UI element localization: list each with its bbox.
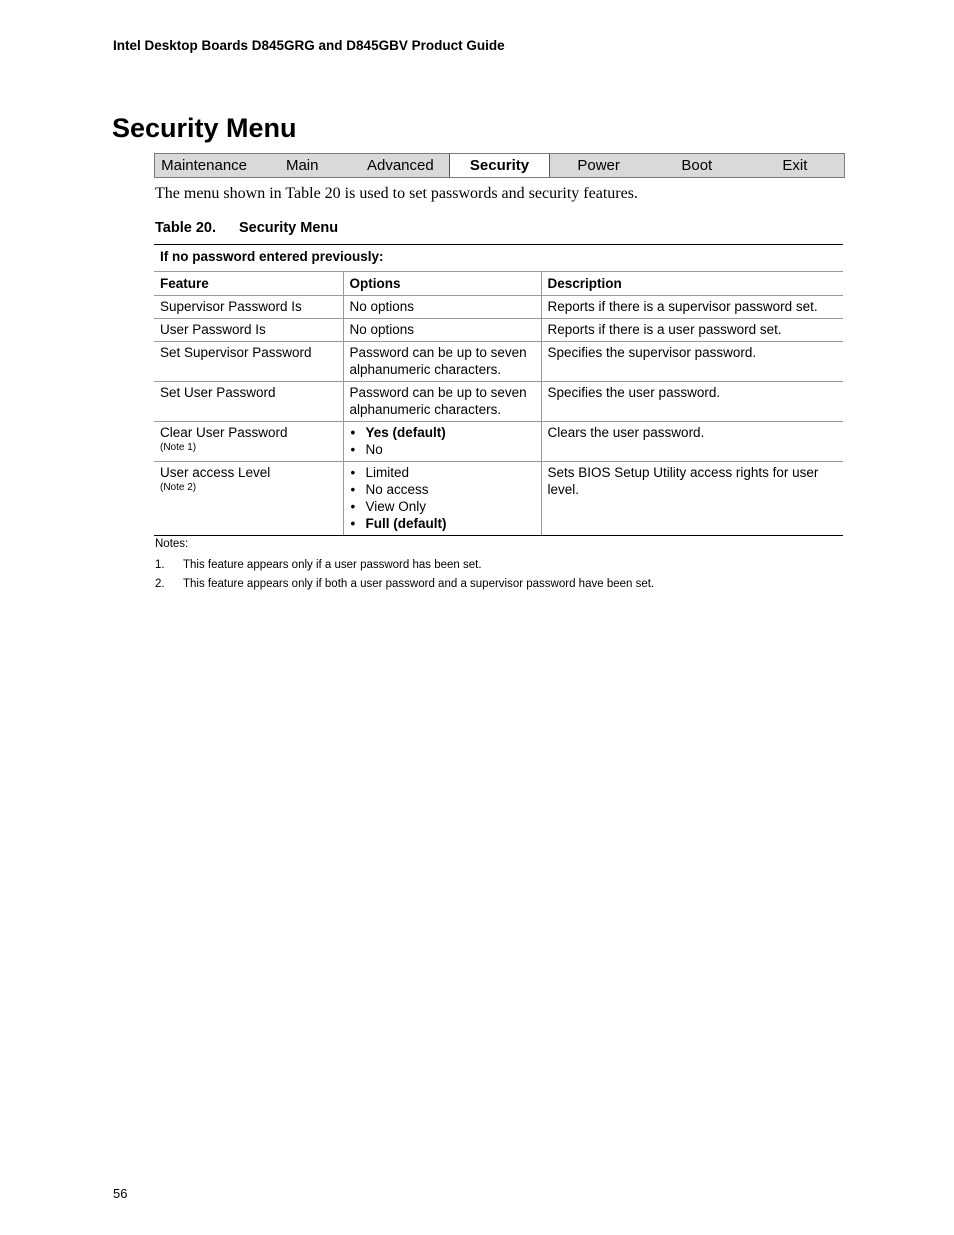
feature-cell: Supervisor Password Is <box>154 296 343 319</box>
notes-label: Notes: <box>155 538 189 550</box>
note-reference: (Note 1) <box>160 442 197 453</box>
note-text: This feature appears only if a user password has been set. <box>183 559 482 571</box>
table-title: Security Menu <box>239 220 339 236</box>
description-cell: Specifies the supervisor password. <box>541 342 843 382</box>
table-caption <box>155 220 338 236</box>
options-cell <box>343 462 541 536</box>
feature-cell <box>154 422 343 462</box>
header-options: Options <box>343 272 541 296</box>
security-menu-table <box>154 244 843 536</box>
note-item <box>155 559 654 578</box>
tab-boot[interactable]: Boot <box>681 157 713 174</box>
note-item <box>155 578 654 597</box>
feature-cell: Set Supervisor Password <box>154 342 343 382</box>
options-list <box>350 424 536 458</box>
table-row <box>154 382 843 422</box>
table-row <box>154 342 843 382</box>
note-reference: (Note 2) <box>160 482 197 493</box>
notes-list <box>155 559 654 597</box>
header-feature: Feature <box>154 272 343 296</box>
bios-menu-bar <box>154 153 845 178</box>
table-row <box>154 462 843 536</box>
feature-label: User access Level <box>160 465 271 480</box>
note-text: This feature appears only if both a user password and a supervisor password have been set. <box>183 578 655 590</box>
feature-label: Clear User Password <box>160 425 288 440</box>
header-description: Description <box>541 272 843 296</box>
table-condition-row <box>154 245 843 272</box>
options-cell: No options <box>343 319 541 342</box>
tab-main[interactable]: Main <box>285 157 319 174</box>
feature-cell <box>154 462 343 536</box>
table-number: Table 20. <box>155 220 216 236</box>
option-item: • View Only <box>350 498 536 515</box>
tab-advanced[interactable]: Advanced <box>366 157 434 174</box>
feature-cell: Set User Password <box>154 382 343 422</box>
intro-paragraph: The menu shown in Table 20 is used to set passwords and security features. <box>155 185 638 202</box>
option-item: • Yes (default) <box>350 424 536 441</box>
description-cell: Reports if there is a user password set. <box>541 319 843 342</box>
options-list <box>350 464 536 532</box>
tab-security[interactable]: Security <box>449 154 549 177</box>
option-item: • No <box>350 441 536 458</box>
table-row <box>154 296 843 319</box>
tab-maintenance[interactable]: Maintenance <box>161 157 248 174</box>
tab-exit[interactable]: Exit <box>782 157 808 174</box>
feature-cell: User Password Is <box>154 319 343 342</box>
note-number: 2. <box>155 578 165 590</box>
page-number: 56 <box>113 1186 128 1201</box>
options-cell: No options <box>343 296 541 319</box>
description-cell: Clears the user password. <box>541 422 843 462</box>
running-header: Intel Desktop Boards D845GRG and D845GBV Product Guide <box>113 38 505 53</box>
table-condition: If no password entered previously: <box>154 245 843 272</box>
option-item: • No access <box>350 481 536 498</box>
option-item: • Full (default) <box>350 515 536 532</box>
options-cell <box>343 422 541 462</box>
options-cell: Password can be up to seven alphanumeric characters. <box>343 342 541 382</box>
option-item: • Limited <box>350 464 536 481</box>
description-cell: Specifies the user password. <box>541 382 843 422</box>
tab-power[interactable]: Power <box>577 157 620 174</box>
table-header-row <box>154 272 843 296</box>
note-number: 1. <box>155 559 165 571</box>
description-cell: Reports if there is a supervisor password set. <box>541 296 843 319</box>
description-cell: Sets BIOS Setup Utility access rights for user level. <box>541 462 843 536</box>
options-cell: Password can be up to seven alphanumeric characters. <box>343 382 541 422</box>
table-row <box>154 422 843 462</box>
page-title: Security Menu <box>112 113 297 143</box>
table-row <box>154 319 843 342</box>
